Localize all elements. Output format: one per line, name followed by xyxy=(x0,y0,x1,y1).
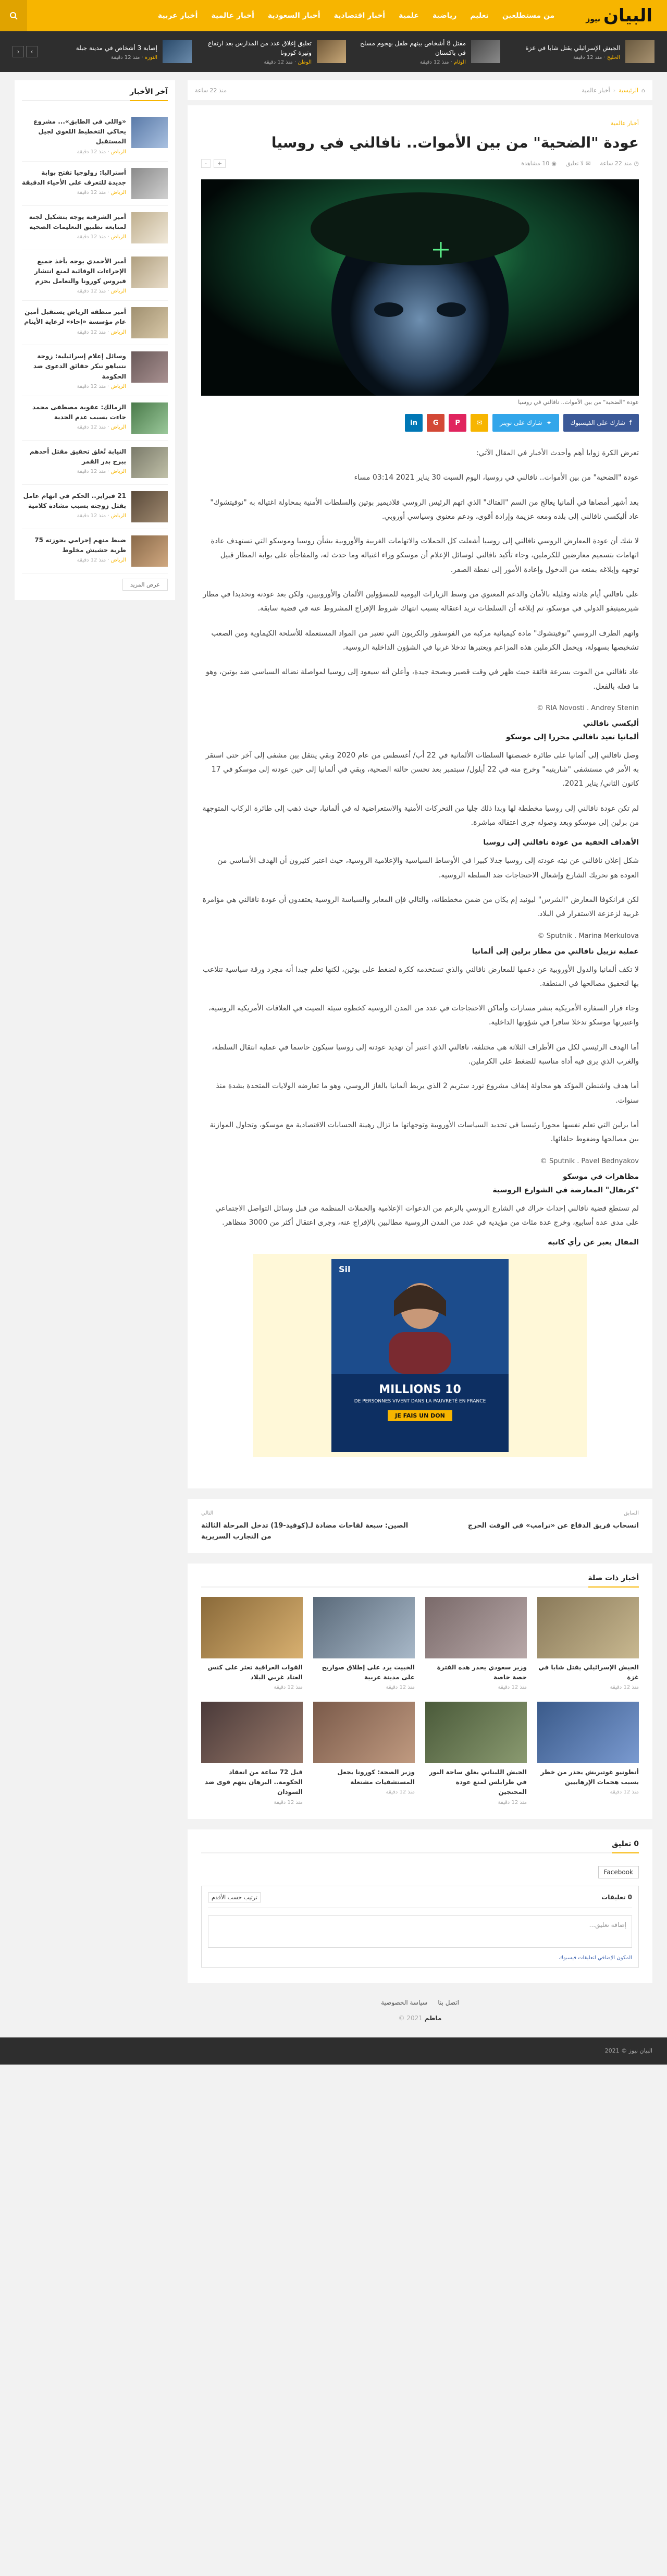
related-item-title: القوات العراقية تعثر على كنس العتاد غربي البلاد xyxy=(207,1663,303,1681)
hero-image xyxy=(201,179,639,396)
article-paragraph: لم تستطع قضية نافالني إحداث حراك في الشارع الروسي بالرغم من الدعوات الإعلامية والحملات المنظمة من قبل وسائل التواصل الاجتماعي على مدى عدة أسابيع، وخرج عدة مئات من مؤيديه في عدد من المدن الروسية مطالبين بالإفراج عنه، وجرى اعتقال أكثر من 3000 متظاهر. xyxy=(215,1204,639,1227)
related-title-text: أخبار ذات صلة xyxy=(588,1574,639,1588)
sidebar-item-title: وسائل إعلام إسرائيلية: زوجة نتنياهو تنكر حقائق الدعوى ضد الحكومة xyxy=(33,352,126,380)
sidebar-item-date: منذ 12 دقيقة xyxy=(77,383,106,389)
related-thumbnail xyxy=(537,1597,639,1658)
ad-person-illustration xyxy=(373,1269,467,1374)
sidebar-news-item[interactable]: ضبط منهم إجرامي يحوزته 75 طربة حشيش مخلوط الرياض · منذ 12 دقيقة xyxy=(22,529,168,573)
sidebar-news-item[interactable]: 21 فبراير.. الحكم في اتهام عامل بقتل زوجته بسبب مشادة كلامية الرياض · منذ 12 دقيقة xyxy=(22,485,168,529)
ad-banner xyxy=(331,1259,509,1452)
article-paragraph: وجاء قرار السفارة الأمريكية بنشر مسارات وأماكن الاحتجاجات في عدد من المدن الروسية كخطوة سيئة الصيت في العلاقات الأمريكية الروسية، واعتبرتها موسكو تدخلا سافرا في شؤونها الداخلية. xyxy=(208,1004,639,1027)
article-paragraph: عودة "الضحية" من بين الأموات.. نافالني في روسيا، اليوم السبت 30 يناير 2021 03:14 مساء xyxy=(354,473,639,482)
ticker-date: منذ 12 دقيقة xyxy=(110,54,140,60)
related-news xyxy=(188,1564,652,1819)
ad-brand: Sil xyxy=(339,1264,351,1275)
article-subheading: "كرنفال" المعارضة في الشوارع الروسية xyxy=(492,1186,639,1194)
google-icon: G xyxy=(433,419,439,427)
related-item[interactable] xyxy=(313,1702,415,1805)
ticker-date: منذ 12 دقيقة xyxy=(264,59,293,65)
bottom-copyright: البيان نيوز © 2021 xyxy=(604,2047,652,2055)
ticker-label xyxy=(13,46,38,57)
facebook-comments-tab[interactable]: Facebook xyxy=(598,1866,639,1878)
sidebar-item-source: الرياض xyxy=(110,513,126,519)
related-item-title: وزير سعودي يحذر هذه الفترة حصة خاصة xyxy=(437,1663,527,1681)
prev-next-nav xyxy=(188,1499,652,1553)
ticker-date: منذ 12 دقيقة xyxy=(573,54,602,60)
sidebar-thumbnail xyxy=(131,447,168,478)
sidebar-news-item[interactable]: وسائل إعلام إسرائيلية: زوجة نتنياهو تنكر حقائق الدعوى ضد الحكومة الرياض · منذ 12 دقيقة xyxy=(22,345,168,396)
article-paragraph: أما هدف واشنطن المؤكد هو محاولة إيقاف مشروع نورد ستريم 2 الذي يربط ألمانيا بالغاز الروسي، وهو ما تعارضه الولايات المتحدة بشدة منذ سنوات. xyxy=(216,1082,639,1105)
related-thumbnail xyxy=(313,1702,415,1763)
photo-credit: RIA Novosti . Andrey Stenin © xyxy=(537,704,639,712)
related-item[interactable] xyxy=(425,1702,527,1805)
sidebar-item-title: أستراليا: زولوجيا تفتح بوابة جديدة للتعرف على الأحياء الدقيقة xyxy=(22,168,126,186)
article-paragraph: وصل نافالني إلى ألمانيا على طائرة خصصتها السلطات الألمانية في 22 أب/ أغسطس من عام 2020 وبقي ينتقل بين مشفى إلى آخر حتى استقر به الأمر في مستشفى "شاريتيه" وخرج منه في 22 أيلول/ سبتمبر بعد تحسن حالته الصحية، وبقي في ألمانيا إلى حين عودته إلى موسكو في 17 كانون الثاني/ يناير 2021. xyxy=(205,751,639,788)
search-icon xyxy=(9,11,18,20)
comment-icon: ✉ xyxy=(586,160,591,167)
related-item[interactable] xyxy=(425,1597,527,1690)
sidebar-thumbnail xyxy=(131,351,168,383)
hero-caption: عودة "الضحية" من بين الأموات.. نافالني في روسيا xyxy=(518,399,639,406)
related-item-title: الجيش الإسرائيلي يقتل شابا في غزة xyxy=(538,1663,639,1681)
prev-label: السابق xyxy=(624,1510,639,1517)
related-item[interactable] xyxy=(201,1702,303,1805)
ticker-source: الخليج xyxy=(607,54,620,60)
article-paragraph: واتهم الطرف الروسي "نوفيتشوك" مادة كيميائية مركبة من الفوسفور والكربون التي تعتبر من المواد المستعملة للأسلحة الكيماوية ومن الصعب تشخيصها بسهولة، ويحمل الكرملين هذه المزاعم ويعتبرها تدخلا غربيا في الشؤون الداخلية الروسية. xyxy=(211,629,639,652)
article-paragraph: لكن فرانكوفا المعارض "الشرس" ليونيد إم يكان من ضمن مخططاته، والتالي فإن المعابر والسياسة الروسية يعتقدون أن عودة نافالني هي مؤامرة غربية لزعزعة الاستقرار في البلاد. xyxy=(202,895,639,919)
latest-news-box xyxy=(15,80,175,600)
article-paragraph: عاد نافالني من الموت بسرعة فائقة حيث ظهر في وقت قصير وبصحة جيدة، وأعلن أنه سيعود إلى روسيا لمواصلة نضاله السياسي ضد بوتين، وهو ما فعله بالفعل. xyxy=(206,668,639,691)
logo-text: البيان xyxy=(603,5,652,26)
sidebar-thumbnail xyxy=(131,402,168,434)
nav-item[interactable]: تعليم xyxy=(470,11,489,20)
sidebar-item-source: الرياض xyxy=(110,383,126,389)
footer-link[interactable]: اتصل بنا xyxy=(438,1998,459,2006)
related-item-title: الخبيث يرد على إطلاق صواريخ على مدينة عربية xyxy=(322,1663,415,1681)
sidebar-item-date: منذ 12 دقيقة xyxy=(77,513,106,519)
related-item[interactable] xyxy=(537,1702,639,1805)
sidebar-news-item[interactable]: أمير الشرقية يوجه بتشكيل لجنة لمتابعة تطبيق التعليمات الصحية الرياض · منذ 12 دقيقة xyxy=(22,206,168,250)
article-comments[interactable]: لا تعليق xyxy=(565,160,584,167)
sidebar-item-source: الرياض xyxy=(110,189,126,196)
article-paragraph: لا تكف ألمانيا والدول الأوروبية عن دعمها للمعارض نافالني والذي تستخدمه ككرة لضغط على بوتين، لكنها تعلم جيدا أنه مجرد ورقة سياسية تتلاعب بها لتحقيق مصالحها في المنطقة. xyxy=(203,965,639,988)
related-item-title: وزير الصحة: كورونا يجعل المستشفيات مشتعلة xyxy=(337,1768,415,1786)
ticker-title: مقتل 8 أشخاص بينهم طفل بهجوم مسلح في باكستان xyxy=(360,39,466,56)
article-paragraph: لا شك أن عودة المعارض الروسي نافالني إلى روسيا أشعلت كل الحملات والاتهامات الغربية والأوروبية بشأن روسيا وموسكو التي تستهدف عادة اتهامات بتسميم معارضين للكرملين، وجاء تأكيد نافالني لوسائل الإعلام أن موسكو وراء اغتياله وما حدث له، والمفاجأة على بوابة المطار قبيل توجهه وإبلاغه بمنعه من الدخول وإعادة الأمور إلى نقطة الصفر. xyxy=(211,537,639,574)
article xyxy=(188,105,652,1488)
sidebar-news-item[interactable]: النيابة تُغلق تحقيق مقتل أحدهم ببرج بدر القمر الرياض · منذ 12 دقيقة xyxy=(22,441,168,485)
pinterest-icon: P xyxy=(455,419,460,427)
article-subheading: الأهداف الخفية من عودة نافالني إلى روسيا xyxy=(483,838,639,847)
comments-count: 0 تعليقات xyxy=(601,1894,632,1901)
comments-section xyxy=(188,1829,652,1983)
footer-credit xyxy=(188,2011,652,2037)
site-logo[interactable] xyxy=(586,5,652,26)
sidebar-title xyxy=(22,88,168,101)
twitter-icon: ✦ xyxy=(546,419,552,426)
linkedin-icon: in xyxy=(410,419,418,427)
article-paragraph: على نافالني أيام هادئة وقليلة بالأمان والدعم المعنوي من وسط الزيارات اليومية للمسؤولين الألمان والأوروبيين، ولكن بعد عودته وتحديدا في مطار شيريميتيفو الدولي في موسكو، تم إبلاغه أن السلطات تريد اعتقاله بسبب انتهاك شروط الإفراج المشروط عنه في قضية سابقة. xyxy=(203,590,639,613)
sidebar-item-source: الرياض xyxy=(110,424,126,431)
hero-photo-illustration xyxy=(201,179,639,396)
nav-item[interactable]: أخبار عالمية xyxy=(211,11,254,20)
home-icon: ⌂ xyxy=(641,87,645,94)
ticker-source: الثورة xyxy=(144,54,157,60)
ticker-title: إصابة 3 أشخاص في مدينة جبلة xyxy=(76,44,157,52)
article-subheading: ألمانيا تعيد نافالني محررا إلى موسكو xyxy=(505,732,639,741)
ticker-item[interactable]: الجيش الإسرائيلي يقتل شابا في غزة الخليج · منذ 12 دقيقة xyxy=(511,40,654,63)
sidebar-thumbnail xyxy=(131,535,168,567)
related-item-title: الجيش اللبناني يغلق ساحة النور في طرابلس لمنع عودة المحتجين xyxy=(429,1768,527,1796)
photo-credit: Sputnik . Pavel Bednyakov © xyxy=(540,1157,639,1165)
article-paragraph: تعرض الكرة زوايا أهم وأحدث الأخبار في المقال الآتي: xyxy=(476,449,639,457)
article-subheading: مظاهرات في موسكو xyxy=(562,1172,639,1181)
bottom-bar xyxy=(0,2037,667,2065)
text-size-controls xyxy=(201,159,226,168)
related-thumbnail xyxy=(313,1597,415,1658)
sidebar-news-item[interactable]: أستراليا: زولوجيا تفتح بوابة جديدة للتعرف على الأحياء الدقيقة الرياض · منذ 12 دقيقة xyxy=(22,162,168,206)
sidebar-item-date: منذ 12 دقيقة xyxy=(77,149,106,155)
eye-icon: ◉ xyxy=(551,160,557,167)
footer-copyright: 2021 © xyxy=(398,2014,423,2022)
related-item-date: منذ 12 دقيقة xyxy=(498,1799,527,1805)
sidebar-item-title: «واللي في الطابق»... مشروع يحاكي التخطيط اللغوي لجيل المستقبل xyxy=(33,118,126,145)
article-date: منذ 22 ساعة xyxy=(600,160,632,167)
sidebar-thumbnail xyxy=(131,257,168,288)
facebook-icon: f xyxy=(629,419,632,426)
related-title xyxy=(201,1574,639,1588)
sidebar-item-title: أمير الشرقية يوجه بتشكيل لجنة لمتابعة تطبيق التعليمات الصحية xyxy=(29,213,126,230)
sidebar-more-button[interactable]: عرض المزيد xyxy=(122,579,168,591)
comments-header xyxy=(208,1893,632,1908)
sidebar-item-title: ضبط منهم إجرامي يحوزته 75 طربة حشيش مخلوط xyxy=(34,536,126,554)
sidebar-thumbnail xyxy=(131,491,168,522)
sidebar-item-source: الرياض xyxy=(110,469,126,475)
advertisement[interactable] xyxy=(253,1254,587,1457)
ticker-item[interactable]: إصابة 3 أشخاص في مدينة جبلة الثورة · منذ 12 دقيقة xyxy=(48,40,192,63)
article-subheading: أليكسي نافالني xyxy=(583,719,639,728)
main-nav xyxy=(158,11,554,20)
sidebar-item-date: منذ 12 دقيقة xyxy=(77,189,106,196)
facebook-plugin-label[interactable]: المكون الإضافي لتعليقات فيسبوك xyxy=(559,1955,632,1961)
next-article-link[interactable] xyxy=(201,1509,415,1543)
article-category[interactable]: أخبار عالمية xyxy=(610,120,639,127)
ad-text-block xyxy=(331,1374,509,1452)
comments-title-text: 0 تعليق xyxy=(612,1840,639,1853)
related-item-date: منذ 12 دقيقة xyxy=(386,1684,415,1691)
footer-brand[interactable]: ماطم xyxy=(424,2014,442,2022)
footer-links xyxy=(188,1983,652,2011)
top-bar xyxy=(0,0,667,31)
ticker-arrows xyxy=(13,46,38,57)
article-body xyxy=(201,446,639,1247)
sidebar-item-source: الرياض xyxy=(110,288,126,295)
comment-input[interactable]: إضافة تعليق... xyxy=(208,1915,632,1948)
breadcrumb-category[interactable]: أخبار عالمية xyxy=(582,87,610,94)
related-grid xyxy=(201,1597,639,1805)
sidebar-item-date: منذ 12 دقيقة xyxy=(77,424,106,431)
share-twitter-button[interactable] xyxy=(492,414,559,432)
related-item-date: منذ 12 دقيقة xyxy=(610,1684,639,1691)
sidebar-item-title: أمير منطقة الرياض يستقبل أمين عام مؤسسة «إخاء» لرعاية الأيتام xyxy=(24,308,126,326)
related-item[interactable] xyxy=(313,1597,415,1690)
footer-link[interactable]: سياسة الخصوصية xyxy=(381,1998,428,2006)
sidebar-item-date: منذ 12 دقيقة xyxy=(77,288,106,295)
related-thumbnail xyxy=(425,1702,527,1763)
share-twitter-label: شارك على تويتر xyxy=(500,419,542,426)
chevron-right-icon[interactable]: › xyxy=(26,46,38,57)
article-meta xyxy=(201,159,639,168)
related-item-title: قبل 72 ساعة من انعقاد الحكومة.. البرهان يتهم قوى ضد السودان xyxy=(205,1768,303,1796)
article-paragraph: أما الهدف الرئيسي لكل من الأطراف الثلاثة هي مختلفة، نافالني الذي اعتبر أن تهديد عودته إلى روسيا سيكون حاسما في عملية انتقال السلطة، والغرب الذي يرى فيه أداة مناسبة للضغط على الكرملين. xyxy=(212,1043,639,1066)
sidebar-item-title: 21 فبراير.. الحكم في اتهام عامل بقتل زوجته بسبب مشادة كلامية xyxy=(23,492,126,509)
ad-headline: 10 MILLIONS xyxy=(379,1383,461,1397)
sidebar-item-source: الرياض xyxy=(110,329,126,335)
email-icon: ✉ xyxy=(476,419,483,427)
sidebar xyxy=(15,72,175,600)
breadcrumb-separator: ‹ xyxy=(613,87,616,94)
article-paragraph: أما برلين التي تعلم نفسها محورا رئيسيا في تحديد السياسات الأوروبية وتوجهاتها ما تزال رهينة الحسابات الاقتصادية مع موسكو، وتحاول الموازنة بين مصالحها وضغوط حلفائها. xyxy=(209,1120,639,1144)
nav-item[interactable]: رياضية xyxy=(432,11,457,20)
article-subheading: عملية تزييل نافالني من مطار برلين إلى ألمانيا xyxy=(472,947,639,956)
ticker-thumbnail xyxy=(471,40,500,63)
related-thumbnail xyxy=(201,1702,303,1763)
ticker-item[interactable]: تعليق إغلاق عدد من المدارس بعد ارتفاع وتيرة كورونا الوطن · منذ 12 دقيقة xyxy=(202,39,346,65)
news-ticker xyxy=(0,31,667,72)
sidebar-item-source: الرياض xyxy=(110,234,126,240)
related-item[interactable] xyxy=(537,1597,639,1690)
related-item-date: منذ 12 دقيقة xyxy=(610,1789,639,1796)
nav-item[interactable]: أخبار السعودية xyxy=(267,11,320,20)
related-item-date: منذ 12 دقيقة xyxy=(274,1799,303,1805)
text-decrease-button[interactable]: - xyxy=(201,159,211,168)
breadcrumb-date: منذ 22 ساعة xyxy=(195,87,227,94)
comments-title xyxy=(201,1840,639,1853)
ticker-title: الجيش الإسرائيلي يقتل شابا في غزة xyxy=(525,44,620,52)
clock-icon: ◷ xyxy=(634,160,639,167)
logo-subtext: نيوز xyxy=(586,15,601,23)
article-title: عودة "الضحية" من بين الأموات.. نافالني في روسيا xyxy=(271,134,639,151)
next-title: الصين: سبعة لقاحات مضادة لـ(كوفيد-19) تدخل المرحلة الثالثة من التجارب السريرية xyxy=(201,1522,409,1541)
ticker-source: الوطن xyxy=(298,59,312,65)
article-paragraph: شكل إعلان نافالني عن نيته عودته إلى روسيا جدلا كبيرا في الأوساط السياسية والإعلامية الروسية، حيث اعتبر كثيرون أن الهدف الأساسي من العودة هو تحريك الشارع وإشعال الاحتجاجات ضد السلطة الروسية. xyxy=(217,857,639,880)
photo-credit: Sputnik . Marina Merkulova © xyxy=(537,932,639,940)
share-email-button[interactable] xyxy=(471,414,488,432)
article-views: 10 مشاهدة xyxy=(521,160,550,167)
article-paragraph: بعد أشهر أمضاها في ألمانيا يعالج من السم "الفتاك" الذي اتهم الرئيس الروسي فلاديمير بوتين والسلطات الأمنية بمحاولة اغتياله به "نوفيتشوك" عاد أليكسي نافالني إلى بلده ومعه عزيمة وإرادة أقوى، ودعم معنوي وسياسي أوروبي. xyxy=(210,498,639,521)
nav-item[interactable]: أخبار عربية xyxy=(157,11,198,20)
ticker-item[interactable]: مقتل 8 أشخاص بينهم طفل بهجوم مسلح في باكستان الوئام · منذ 12 دقيقة xyxy=(356,39,500,65)
ticker-title: تعليق إغلاق عدد من المدارس بعد ارتفاع وتيرة كورونا xyxy=(208,39,312,56)
related-item-date: منذ 12 دقيقة xyxy=(274,1684,303,1691)
ticker-thumbnail xyxy=(163,40,192,63)
related-thumbnail xyxy=(425,1597,527,1658)
share-row xyxy=(201,414,639,432)
prev-article-link[interactable] xyxy=(425,1509,639,1543)
comments-sort-select[interactable]: ترتيب حسب الأقدم xyxy=(208,1893,261,1902)
ad-subtext: DE PERSONNES VIVENT DANS LA PAUVRETÉ EN FRANCE xyxy=(354,1399,486,1405)
prev-title: انسحاب فريق الدفاع عن «ترامب» في الوقت الحرج xyxy=(467,1522,639,1530)
sidebar-item-title: أمير الأحمدي يوجه بأخذ جميع الإجراءات الوقائية لمنع انتشار فيروس كورونا والتعامل بحزم xyxy=(34,257,126,285)
related-thumbnail xyxy=(537,1702,639,1763)
sidebar-thumbnail xyxy=(131,307,168,338)
share-linkedin-button[interactable] xyxy=(405,414,423,432)
sidebar-title-text: آخر الأخبار xyxy=(130,88,168,101)
share-facebook-label: شارك على الفيسبوك xyxy=(570,419,625,426)
related-item[interactable] xyxy=(201,1597,303,1690)
breadcrumb-home[interactable]: الرئيسية xyxy=(619,87,639,94)
share-google-button[interactable] xyxy=(427,414,444,432)
nav-item[interactable]: أخبار اقتصادية xyxy=(334,11,386,20)
sidebar-thumbnail xyxy=(131,212,168,243)
ticker-thumbnail xyxy=(625,40,654,63)
sidebar-item-source: الرياض xyxy=(110,557,126,564)
nav-item[interactable]: علمية xyxy=(399,11,419,20)
ad-cta-button[interactable]: JE FAIS UN DON xyxy=(388,1410,452,1421)
next-label: التالي xyxy=(201,1510,214,1517)
sidebar-item-date: منذ 12 دقيقة xyxy=(77,469,106,475)
ticker-date: منذ 12 دقيقة xyxy=(420,59,449,65)
related-item-title: أنطونيو غوتيريش يحذر من خطر بسبب هجمات الإرهابيين xyxy=(540,1768,639,1786)
article-source-line: المقال يعبر عن رأي كاتبه xyxy=(548,1238,639,1247)
article-paragraph: لم تكن عودة نافالني إلى روسيا مخططة لها وبدا ذلك جليا من التحركات الأمنية والاستعراضية له في ألمانيا، حيث ذهب إلى طائرة الركاب المتوجهة من برلين إلى موسكو وبعد وصوله جرى اعتقاله مباشرة. xyxy=(202,804,639,827)
main-column xyxy=(188,72,652,2037)
ticker-thumbnail xyxy=(317,40,346,63)
facebook-comments-box xyxy=(201,1886,639,1968)
chevron-left-icon[interactable]: ‹ xyxy=(13,46,24,57)
text-increase-button[interactable]: + xyxy=(214,159,226,168)
share-pinterest-button[interactable] xyxy=(449,414,466,432)
sidebar-item-date: منذ 12 دقيقة xyxy=(77,234,106,240)
sidebar-news-item[interactable]: أمير منطقة الرياض يستقبل أمين عام مؤسسة «إخاء» لرعاية الأيتام الرياض · منذ 12 دقيقة xyxy=(22,301,168,345)
share-facebook-button[interactable] xyxy=(563,414,639,432)
sidebar-news-item[interactable]: «واللي في الطابق»... مشروع يحاكي التخطيط اللغوي لجيل المستقبل الرياض · منذ 12 دقيقة xyxy=(22,111,168,162)
search-button[interactable] xyxy=(0,0,27,31)
sidebar-item-source: الرياض xyxy=(110,149,126,155)
ticker-source: الوئام xyxy=(453,59,466,65)
related-item-date: منذ 12 دقيقة xyxy=(386,1789,415,1796)
breadcrumb xyxy=(188,80,652,100)
sidebar-item-date: منذ 12 دقيقة xyxy=(77,557,106,564)
sidebar-thumbnail xyxy=(131,168,168,199)
related-item-date: منذ 12 دقيقة xyxy=(498,1684,527,1691)
nav-item[interactable]: من مستطلعين xyxy=(502,11,555,20)
sidebar-item-title: النيابة تُغلق تحقيق مقتل أحدهم ببرج بدر القمر xyxy=(29,447,126,465)
sidebar-news-item[interactable]: أمير الأحمدي يوجه بأخذ جميع الإجراءات الوقائية لمنع انتشار فيروس كورونا والتعامل بحزم الرياض · منذ 12 دقيقة xyxy=(22,250,168,301)
sidebar-item-title: الزمالك: عقوبة مصطفى محمد جاءت بسبب عدم الجدية xyxy=(32,403,126,421)
sidebar-news-item[interactable]: الزمالك: عقوبة مصطفى محمد جاءت بسبب عدم الجدية الرياض · منذ 12 دقيقة xyxy=(22,396,168,441)
sidebar-item-date: منذ 12 دقيقة xyxy=(77,329,106,335)
sidebar-thumbnail xyxy=(131,117,168,148)
related-thumbnail xyxy=(201,1597,303,1658)
